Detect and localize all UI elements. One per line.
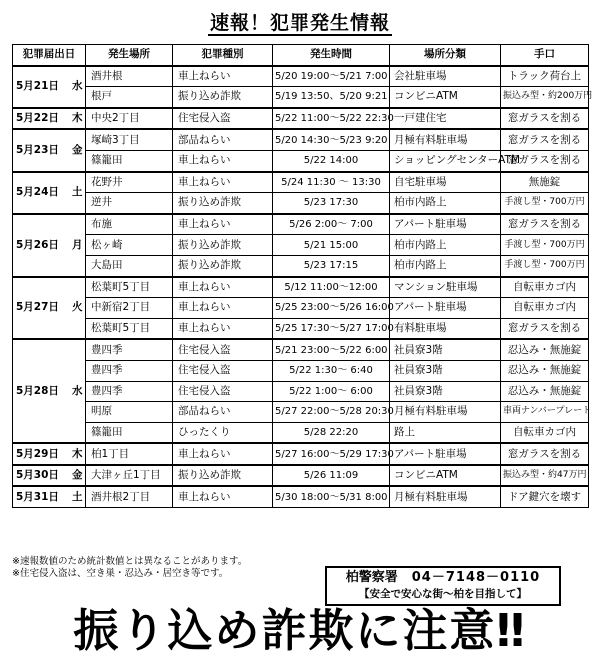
cell-time: 5/24 11:30 ～ 13:30 bbox=[273, 172, 390, 193]
cell-place-type: ショッピングセンターATM bbox=[390, 150, 501, 171]
cell-crime-type: 振り込め詐欺 bbox=[173, 235, 273, 256]
cell-date: 5月26日 bbox=[13, 214, 70, 277]
cell-method: ドア鍵穴を壊す bbox=[501, 486, 589, 507]
cell-time: 5/22 1:30～ 6:40 bbox=[273, 360, 390, 381]
cell-crime-type: 住宅侵入盗 bbox=[173, 360, 273, 381]
table-row bbox=[13, 443, 589, 465]
cell-place-type: 月極有料駐車場 bbox=[390, 486, 501, 507]
table-row bbox=[13, 129, 589, 150]
cell-location: 中央2丁目 bbox=[86, 108, 173, 130]
cell-method: トラック荷台上 bbox=[501, 66, 589, 87]
cell-crime-type: 車上ねらい bbox=[173, 318, 273, 339]
cell-time: 5/22 1:00～ 6:00 bbox=[273, 381, 390, 402]
cell-time: 5/22 14:00 bbox=[273, 150, 390, 171]
table-row bbox=[13, 422, 589, 443]
cell-method: 窓ガラスを割る bbox=[501, 108, 589, 130]
cell-crime-type: 車上ねらい bbox=[173, 214, 273, 235]
cell-place-type: 会社駐車場 bbox=[390, 66, 501, 87]
cell-date: 5月29日 bbox=[13, 443, 70, 465]
cell-weekday: 火 bbox=[70, 277, 86, 340]
police-name: 柏警察署 bbox=[345, 570, 398, 585]
cell-place-type: アパート駐車場 bbox=[390, 298, 501, 319]
table-row bbox=[13, 108, 589, 130]
cell-place-type: 有料駐車場 bbox=[390, 318, 501, 339]
footnotes bbox=[12, 556, 247, 580]
cell-date: 5月31日 bbox=[13, 486, 70, 507]
warning-banner: 振り込め詐欺に注意‼ bbox=[73, 604, 527, 657]
cell-time: 5/23 17:30 bbox=[273, 193, 390, 214]
cell-place-type: 柏市内路上 bbox=[390, 193, 501, 214]
cell-crime-type: 住宅侵入盗 bbox=[173, 339, 273, 360]
cell-method: 手渡し型・700万円 bbox=[501, 255, 589, 276]
cell-method: 無施錠 bbox=[501, 172, 589, 193]
cell-time: 5/25 17:30～5/27 17:00 bbox=[273, 318, 390, 339]
cell-time: 5/22 11:00～5/22 22:30 bbox=[273, 108, 390, 130]
cell-time: 5/21 23:00～5/22 6:00 bbox=[273, 339, 390, 360]
table-row bbox=[13, 339, 589, 360]
header-method: 手口 bbox=[501, 45, 589, 66]
table-row bbox=[13, 255, 589, 276]
cell-time: 5/26 2:00～ 7:00 bbox=[273, 214, 390, 235]
cell-crime-type: 車上ねらい bbox=[173, 298, 273, 319]
cell-weekday: 水 bbox=[70, 66, 86, 108]
footnote: ※住宅侵入盗は、空き巣・忍込み・居空き等です。 bbox=[12, 568, 229, 579]
cell-crime-type: 車上ねらい bbox=[173, 277, 273, 298]
cell-weekday: 金 bbox=[70, 129, 86, 171]
cell-weekday: 木 bbox=[70, 108, 86, 130]
footnote: ※速報数値のため統計数値とは異なることがあります。 bbox=[12, 556, 248, 567]
cell-crime-type: 振り込め詐欺 bbox=[173, 193, 273, 214]
cell-method: 窓ガラスを割る bbox=[501, 214, 589, 235]
header-time: 発生時間 bbox=[273, 45, 390, 66]
table-row bbox=[13, 150, 589, 171]
cell-place-type: 柏市内路上 bbox=[390, 235, 501, 256]
cell-weekday: 金 bbox=[70, 465, 86, 487]
cell-method: 振込み型・約47万円 bbox=[501, 465, 589, 487]
cell-date: 5月21日 bbox=[13, 66, 70, 108]
cell-place-type: 一戸建住宅 bbox=[390, 108, 501, 130]
cell-location: 松葉町5丁目 bbox=[86, 277, 173, 298]
cell-place-type: アパート駐車場 bbox=[390, 214, 501, 235]
cell-date: 5月24日 bbox=[13, 172, 70, 214]
cell-crime-type: 車上ねらい bbox=[173, 66, 273, 87]
cell-crime-type: 住宅侵入盗 bbox=[173, 381, 273, 402]
cell-place-type: アパート駐車場 bbox=[390, 443, 501, 465]
table-row bbox=[13, 214, 589, 235]
table-header-row bbox=[13, 45, 589, 66]
cell-time: 5/21 15:00 bbox=[273, 235, 390, 256]
cell-location: 柏1丁目 bbox=[86, 443, 173, 465]
table-row bbox=[13, 381, 589, 402]
header-crime-type: 犯罪種別 bbox=[173, 45, 273, 66]
cell-date: 5月23日 bbox=[13, 129, 70, 171]
header-location: 発生場所 bbox=[86, 45, 173, 66]
cell-place-type: 月極有料駐車場 bbox=[390, 129, 501, 150]
cell-place-type: マンション駐車場 bbox=[390, 277, 501, 298]
cell-time: 5/26 11:09 bbox=[273, 465, 390, 487]
cell-place-type: 柏市内路上 bbox=[390, 255, 501, 276]
cell-time: 5/28 22:20 bbox=[273, 422, 390, 443]
table-row bbox=[13, 87, 589, 108]
cell-location: 根戸 bbox=[86, 87, 173, 108]
cell-method: 窓ガラスを割る bbox=[501, 129, 589, 150]
cell-place-type: 社員寮3階 bbox=[390, 360, 501, 381]
cell-method: 手渡し型・700万円 bbox=[501, 193, 589, 214]
table-row bbox=[13, 465, 589, 487]
cell-place-type: 社員寮3階 bbox=[390, 381, 501, 402]
cell-place-type: 路上 bbox=[390, 422, 501, 443]
header-date: 犯罪届出日 bbox=[13, 45, 86, 66]
cell-method: 車両ナンバープレート bbox=[501, 402, 589, 423]
table-row bbox=[13, 66, 589, 87]
cell-location: 明原 bbox=[86, 402, 173, 423]
cell-crime-type: 振り込め詐欺 bbox=[173, 87, 273, 108]
page-title: 速報！犯罪発生情報 bbox=[209, 12, 390, 34]
cell-crime-type: 振り込め詐欺 bbox=[173, 465, 273, 487]
cell-method: 振込み型・約200万円 bbox=[501, 87, 589, 108]
cell-crime-type: 振り込め詐欺 bbox=[173, 255, 273, 276]
cell-location: 花野井 bbox=[86, 172, 173, 193]
cell-date: 5月30日 bbox=[13, 465, 70, 487]
table-row bbox=[13, 193, 589, 214]
crime-table-body bbox=[13, 66, 593, 508]
cell-location: 篠籠田 bbox=[86, 422, 173, 443]
table-row bbox=[13, 277, 589, 298]
cell-place-type: コンビニATM bbox=[390, 465, 501, 487]
cell-location: 大島田 bbox=[86, 255, 173, 276]
cell-time: 5/20 19:00～5/21 7:00 bbox=[273, 66, 390, 87]
cell-location: 布施 bbox=[86, 214, 173, 235]
table-row bbox=[13, 172, 589, 193]
cell-location: 大津ヶ丘1丁目 bbox=[86, 465, 173, 487]
cell-method: 忍込み・無施錠 bbox=[501, 360, 589, 381]
cell-method: 窓ガラスを割る bbox=[501, 443, 589, 465]
cell-location: 逆井 bbox=[86, 193, 173, 214]
cell-method: 忍込み・無施錠 bbox=[501, 381, 589, 402]
cell-method: 窓ガラスを割る bbox=[501, 318, 589, 339]
cell-weekday: 土 bbox=[70, 486, 86, 507]
table-row bbox=[13, 235, 589, 256]
table-row bbox=[13, 298, 589, 319]
cell-time: 5/12 11:00～12:00 bbox=[273, 277, 390, 298]
cell-crime-type: 車上ねらい bbox=[173, 443, 273, 465]
cell-location: 豊四季 bbox=[86, 381, 173, 402]
cell-location: 塚崎3丁目 bbox=[86, 129, 173, 150]
cell-crime-type: ひったくり bbox=[173, 422, 273, 443]
cell-date: 5月22日 bbox=[13, 108, 70, 130]
cell-place-type: 月極有料駐車場 bbox=[390, 402, 501, 423]
table-row bbox=[13, 486, 589, 507]
cell-location: 酒井根2丁目 bbox=[86, 486, 173, 507]
cell-location: 酒井根 bbox=[86, 66, 173, 87]
cell-location: 豊四季 bbox=[86, 339, 173, 360]
cell-location: 松ヶ崎 bbox=[86, 235, 173, 256]
cell-date: 5月27日 bbox=[13, 277, 70, 340]
header-place-type: 場所分類 bbox=[390, 45, 501, 66]
cell-crime-type: 部品ねらい bbox=[173, 402, 273, 423]
cell-crime-type: 住宅侵入盗 bbox=[173, 108, 273, 130]
cell-location: 豊四季 bbox=[86, 360, 173, 381]
cell-date: 5月28日 bbox=[13, 339, 70, 443]
cell-time: 5/23 17:15 bbox=[273, 255, 390, 276]
cell-crime-type: 部品ねらい bbox=[173, 129, 273, 150]
cell-method: 忍込み・無施錠 bbox=[501, 339, 589, 360]
cell-place-type: コンビニATM bbox=[390, 87, 501, 108]
cell-place-type: 自宅駐車場 bbox=[390, 172, 501, 193]
police-slogan: 【安全で安心な街～柏を目指して】 bbox=[359, 588, 527, 600]
table-row bbox=[13, 318, 589, 339]
cell-method: 自転車カゴ内 bbox=[501, 277, 589, 298]
cell-crime-type: 車上ねらい bbox=[173, 150, 273, 171]
cell-time: 5/20 14:30～5/23 9:20 bbox=[273, 129, 390, 150]
cell-location: 篠籠田 bbox=[86, 150, 173, 171]
cell-crime-type: 車上ねらい bbox=[173, 172, 273, 193]
table-row bbox=[13, 360, 589, 381]
cell-method: 手渡し型・700万円 bbox=[501, 235, 589, 256]
cell-weekday: 水 bbox=[70, 339, 86, 443]
cell-time: 5/19 13:50、5/20 9:21 bbox=[273, 87, 390, 108]
cell-place-type: 社員寮3階 bbox=[390, 339, 501, 360]
cell-time: 5/25 23:00～5/26 16:00 bbox=[273, 298, 390, 319]
cell-location: 中新宿2丁目 bbox=[86, 298, 173, 319]
crime-table bbox=[12, 44, 593, 508]
cell-time: 5/27 22:00～5/28 20:30 bbox=[273, 402, 390, 423]
cell-method: 窓ガラスを割る bbox=[501, 150, 589, 171]
cell-crime-type: 車上ねらい bbox=[173, 486, 273, 507]
cell-method: 自転車カゴ内 bbox=[501, 422, 589, 443]
cell-time: 5/30 18:00～5/31 8:00 bbox=[273, 486, 390, 507]
cell-location: 松葉町5丁目 bbox=[86, 318, 173, 339]
cell-time: 5/27 16:00～5/29 17:30 bbox=[273, 443, 390, 465]
cell-weekday: 月 bbox=[70, 214, 86, 277]
cell-method: 自転車カゴ内 bbox=[501, 298, 589, 319]
cell-weekday: 木 bbox=[70, 443, 86, 465]
table-row bbox=[13, 402, 589, 423]
police-line bbox=[327, 569, 559, 587]
cell-weekday: 土 bbox=[70, 172, 86, 214]
police-phone: 04－7148－0110 bbox=[411, 570, 541, 585]
